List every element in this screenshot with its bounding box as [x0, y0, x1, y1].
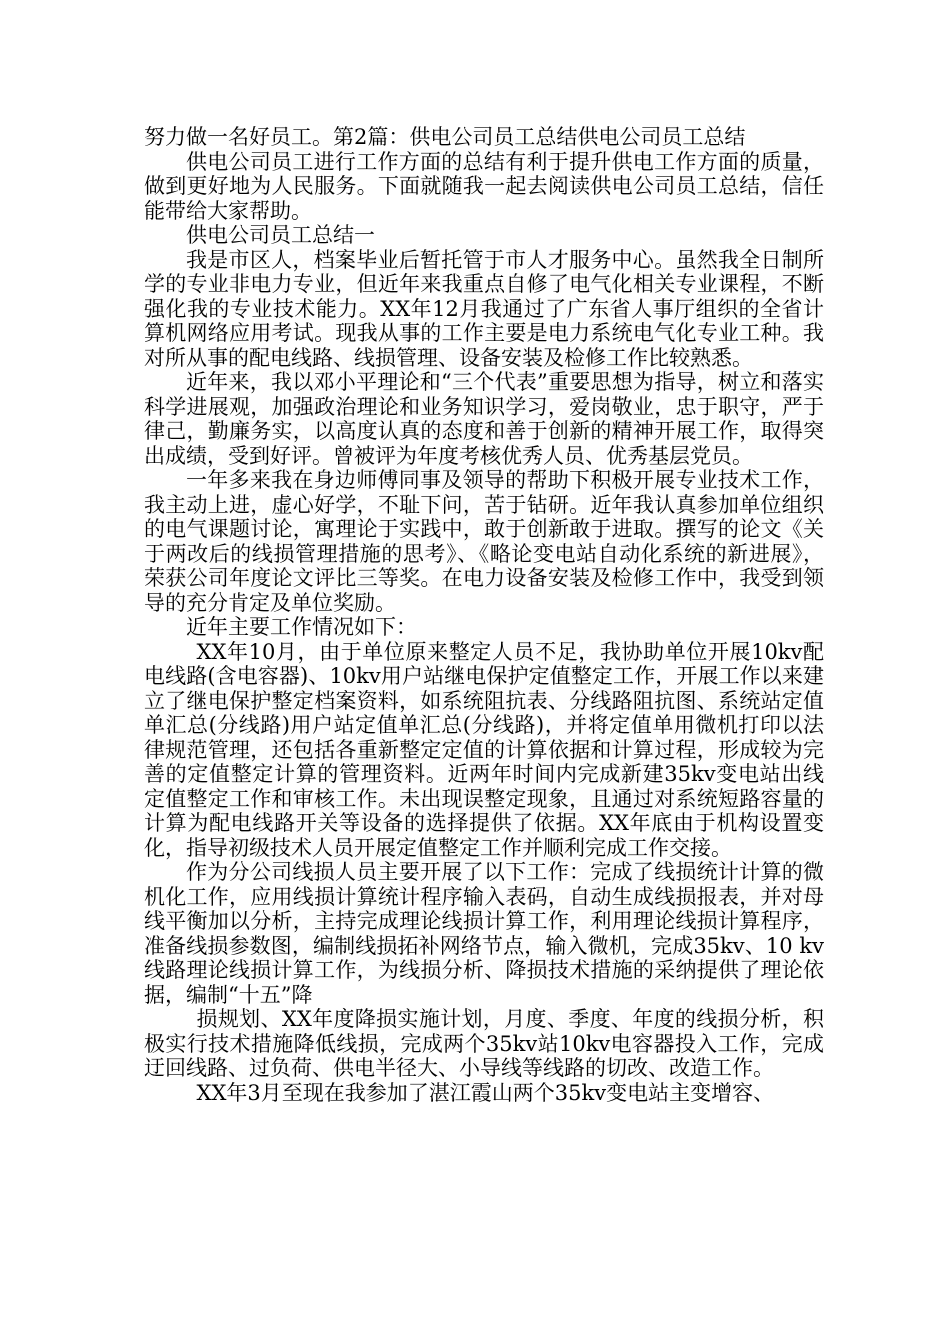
paragraph: 损规划、XX年度降损实施计划，月度、季度、年度的线损分析，积极实行技术措施降低线损，完成两个35kv站10kv电容器投入工作，完成迂回线路、过负荷、供电半径大、小导线等线路的切改、改造工作。	[144, 1007, 824, 1080]
paragraph: 努力做一名好员工。第2篇：供电公司员工总结供电公司员工总结	[144, 125, 746, 149]
paragraph: 近年来，我以邓小平理论和“三个代表”重要思想为指导，树立和落实科学进展观，加强政治理论和业务知识学习，爱岗敬业，忠于职守，严于律己，勤廉务实，以高度认真的态度和善于创新的精神开展工作，取得突出成绩，受到好评。曾被评为年度考核优秀人员、优秀基层党员。	[144, 370, 824, 468]
paragraph: 我是市区人，档案毕业后暂托管于市人才服务中心。虽然我全日制所学的专业非电力专业，但近年来我重点自修了电气化相关专业课程，不断强化我的专业技术能力。XX年12月我通过了广东省人事厅组织的全省计算机网络应用考试。现我从事的工作主要是电力系统电气化专业工种。我对所从事的配电线路、线损管理、设备安装及检修工作比较熟悉。	[144, 247, 824, 370]
paragraph: 供电公司员工进行工作方面的总结有利于提升供电工作方面的质量，做到更好地为人民服务。下面就随我一起去阅读供电公司员工总结，信任能带给大家帮助。	[144, 149, 824, 223]
paragraph: XX年3月至现在我参加了湛江霞山两个35kv变电站主变增容、	[196, 1080, 775, 1105]
paragraph: 近年主要工作情况如下：	[186, 615, 417, 639]
paragraph: 一年多来我在身边师傅同事及领导的帮助下积极开展专业技术工作，我主动上进，虚心好学，不耻下问，苦于钻研。近年我认真参加单位组织的电气课题讨论，寓理论于实践中，敢于创新敢于进取。撰写的论文《关于两改后的线损管理措施的思考》、《略论变电站自动化系统的新进展》，荣获公司年度论文评比三等奖。在电力设备安装及检修工作中，我受到领导的充分肯定及单位奖励。	[144, 468, 824, 615]
document-body	[144, 125, 824, 1105]
section-heading: 供电公司员工总结一	[186, 223, 375, 247]
paragraph: 作为分公司线损人员主要开展了以下工作：完成了线损统计计算的微机化工作，应用线损计算统计程序输入表码，自动生成线损报表，并对母线平衡加以分析，主持完成理论线损计算工作，利用理论线损计算程序，准备线损参数图，编制线损拓补网络节点，输入微机，完成35kv、10 kv线路理论线损计算工作，为线损分析、降损技术措施的采纳提供了理论依据，编制“十五”降	[144, 860, 824, 1007]
paragraph: XX年10月，由于单位原来整定人员不足，我协助单位开展10kv配电线路(含电容器)、10kv用户站继电保护定值整定工作，开展工作以来建立了继电保护整定档案资料，如系统阻抗表、分线路阻抗图、系统站定值单汇总(分线路)用户站定值单汇总(分线路)，并将定值单用微机打印以法律规范管理，还包括各重新整定定值的计算依据和计算过程，形成较为完善的定值整定计算的管理资料。近两年时间内完成新建35kv变电站出线定值整定工作和审核工作。未出现误整定现象，且通过对系统短路容量的计算为配电线路开关等设备的选择提供了依据。XX年底由于机构设置变化，指导初级技术人员开展定值整定工作并顺利完成工作交接。	[144, 639, 824, 860]
